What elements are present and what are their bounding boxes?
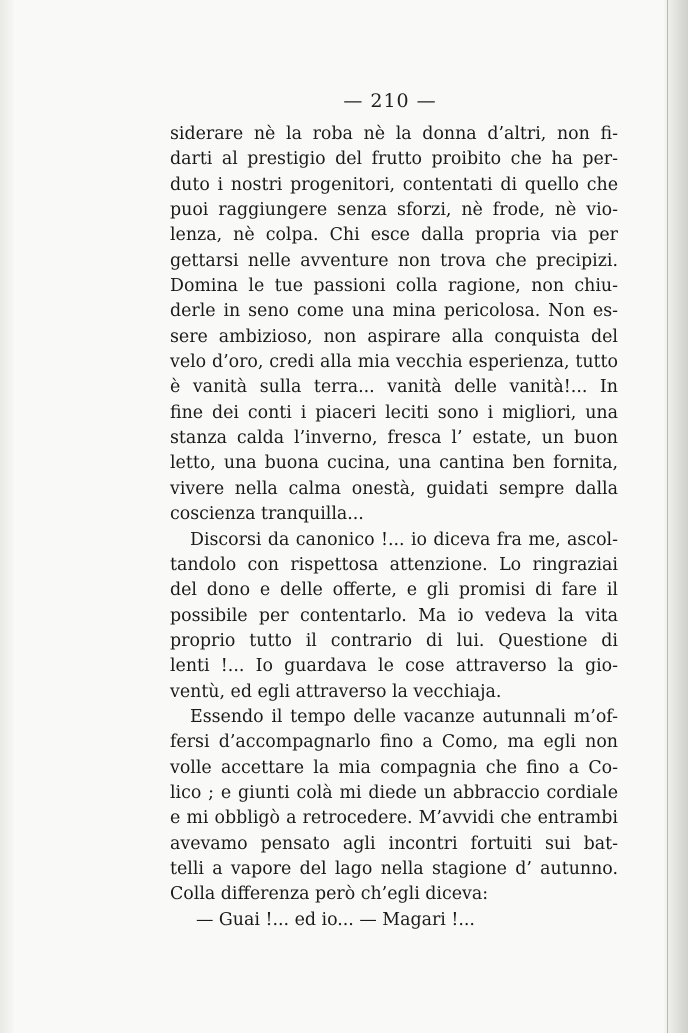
text-line: proprio tutto il contrario di lui. Questione di bbox=[170, 630, 618, 651]
text-line: lenti !... Io guardava le cose attraverso la gio- bbox=[170, 656, 618, 677]
text-line: possibile per contentarlo. Ma io vedeva la vita bbox=[170, 605, 618, 626]
text-line: puoi raggiungere senza sforzi, nè frode, nè vio- bbox=[170, 200, 618, 221]
text-line: Essendo il tempo delle vacanze autunnali m’of- bbox=[190, 706, 618, 727]
text-line: gettarsi nelle avventure non trova che precipizi. bbox=[170, 250, 618, 271]
text-line: sere ambizioso, non aspirare alla conquista del bbox=[170, 326, 618, 347]
text-line: vivere nella calma onestà, guidati sempre dalla bbox=[170, 478, 618, 499]
text-line: Discorsi da canonico !... io diceva fra me, ascol- bbox=[190, 529, 618, 550]
text-line: e mi obbligò a retrocedere. M’avvidi che entrambi bbox=[170, 808, 618, 829]
text-line: ventù, ed egli attraverso la vecchiaja. bbox=[170, 681, 502, 702]
text-line: duto i nostri progenitori, contentati di quello che bbox=[170, 174, 618, 195]
text-line: letto, una buona cucina, una cantina ben fornita, bbox=[170, 453, 618, 474]
text-line: lico ; e giunti colà mi diede un abbraccio cordiale bbox=[170, 782, 618, 803]
text-line: coscienza tranquilla... bbox=[170, 504, 364, 525]
text-line: darti al prestigio del frutto proibito che ha per- bbox=[170, 149, 618, 170]
text-line: derle in seno come una mina pericolosa. Non es- bbox=[170, 301, 618, 322]
text-line: Colla differenza però ch’egli diceva: bbox=[170, 884, 489, 905]
text-line: tandolo con rispettosa attenzione. Lo ringraziai bbox=[170, 554, 618, 575]
text-line: telli a vapore del lago nella stagione d’ autunno. bbox=[170, 858, 618, 879]
page-number: — 210 — bbox=[343, 90, 437, 112]
text-line: fine dei conti i piaceri leciti sono i migliori, una bbox=[170, 402, 618, 423]
text-line: lenza, nè colpa. Chi esce dalla propria via per bbox=[170, 225, 618, 246]
text-line: — Guai !... ed io... — Magari !... bbox=[196, 909, 475, 930]
text-line: fersi d’accompagnarlo fino a Como, ma egli non bbox=[170, 732, 618, 753]
text-line: è vanità sulla terra... vanità delle vanità!... In bbox=[170, 377, 618, 398]
text-line: velo d’oro, credi alla mia vecchia esperienza, tutto bbox=[170, 352, 618, 373]
body-text bbox=[170, 122, 618, 933]
text-line: siderare nè la roba nè la donna d’altri, non fi- bbox=[170, 124, 618, 144]
text-line: volle accettare la mia compagnia che fino a Co- bbox=[170, 757, 618, 778]
text-line: Domina le tue passioni colla ragione, non chiu- bbox=[170, 276, 618, 297]
page-left-edge bbox=[0, 0, 14, 1033]
page-gutter-line bbox=[667, 0, 668, 1033]
text-line: stanza calda l’inverno, fresca l’ estate, un buon bbox=[170, 428, 618, 449]
text-line: del dono e delle offerte, e gli promisi di fare il bbox=[170, 580, 618, 601]
text-line: avevamo pensato agli incontri fortuiti sui bat- bbox=[170, 833, 618, 854]
